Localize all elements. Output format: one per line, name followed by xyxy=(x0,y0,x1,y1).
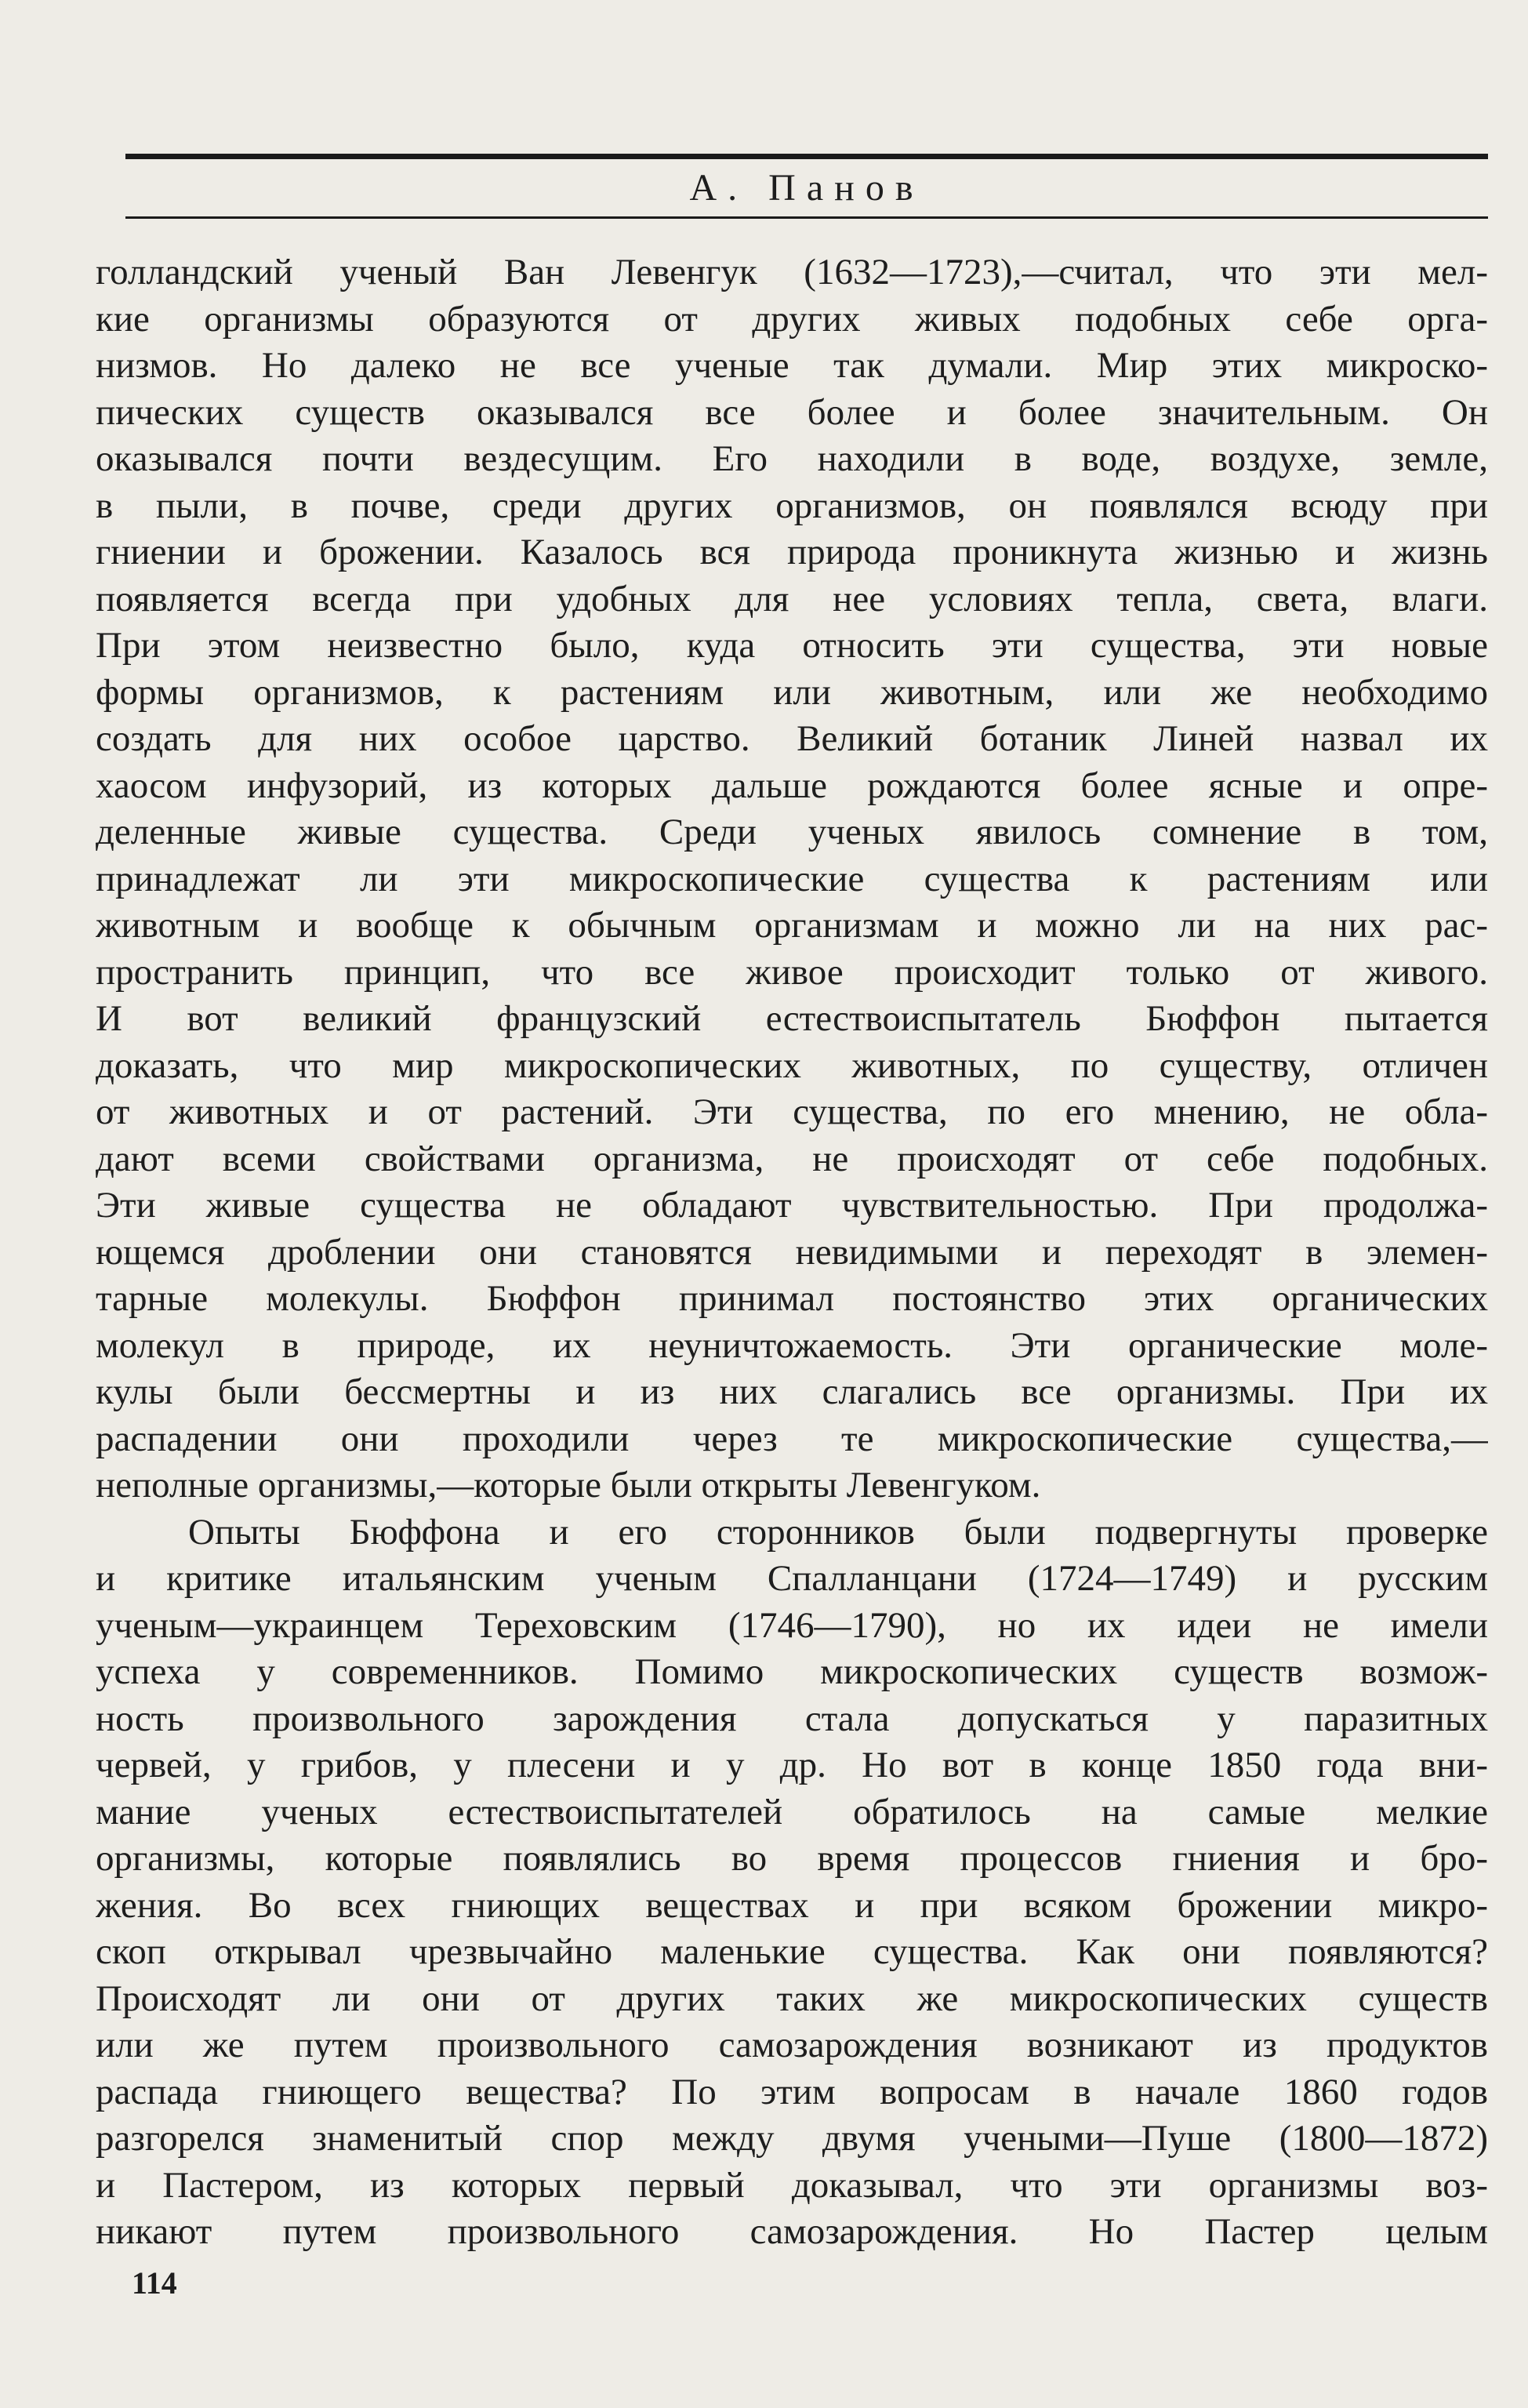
text-line: никают путем произвольного самозарождения. Но Пастер целым xyxy=(96,2211,1488,2252)
text-line: Опыты Бюффона и его сторонников были подвергнуты проверке xyxy=(188,1511,1488,1553)
text-line: кие организмы образуются от других живых подобных себе орга- xyxy=(96,298,1488,340)
text-line: и Пастером, из которых первый доказывал, что эти организмы воз- xyxy=(96,2164,1488,2206)
text-line: червей, у грибов, у плесени и у др. Но вот в конце 1850 года вни- xyxy=(96,1745,1488,1785)
text-line: ность произвольного зарождения стала допускаться у паразитных xyxy=(96,1698,1488,1739)
text-line: организмы, которые появлялись во время процессов гниения и бро- xyxy=(96,1838,1488,1879)
header-rule-bottom xyxy=(125,216,1488,219)
text-line: доказать, что мир микроскопических животных, по существу, отличен xyxy=(96,1044,1488,1086)
text-line: пических существ оказывался все более и более значительным. Он xyxy=(96,391,1488,433)
text-line: низмов. Но далеко не все ученые так думали. Мир этих микроско- xyxy=(96,345,1488,386)
body-text xyxy=(96,249,1488,2256)
text-line: разгорелся знаменитый спор между двумя учеными—Пуше (1800—1872) xyxy=(96,2118,1488,2159)
text-line: При этом неизвестно было, куда относить эти существа, эти новые xyxy=(96,625,1488,666)
text-line: распадении они проходили через те микроскопические существа,— xyxy=(96,1418,1488,1459)
text-line: И вот великий французский естествоиспытатель Бюффон пытается xyxy=(96,998,1488,1039)
text-line: деленные живые существа. Среди ученых явилось сомнение в том, xyxy=(96,812,1488,852)
text-line: гниении и брожении. Казалось вся природа проникнута жизнью и жизнь xyxy=(96,532,1488,572)
text-line: животным и вообще к обычным организмам и можно ли на них рас- xyxy=(96,905,1488,946)
text-line: появляется всегда при удобных для нее условиях тепла, света, влаги. xyxy=(96,578,1488,619)
text-line: тарные молекулы. Бюффон принимал постоянство этих органических xyxy=(96,1278,1488,1319)
paragraph-2 xyxy=(96,1509,1488,2256)
text-line: формы организмов, к растениям или животным, или же необходимо xyxy=(96,671,1488,713)
text-line: или же путем произвольного самозарождения возникают из продуктов xyxy=(96,2025,1488,2065)
text-line: скоп открывал чрезвычайно маленькие существа. Как они появляются? xyxy=(96,1931,1488,1972)
text-line: распада гниющего вещества? По этим вопросам в начале 1860 годов xyxy=(96,2071,1488,2112)
header-rule-top xyxy=(125,154,1488,159)
page-number: 114 xyxy=(132,2265,177,2301)
text-line: Происходят ли они от других таких же микроскопических существ xyxy=(96,1978,1488,2019)
text-line: успеха у современников. Помимо микроскопических существ возмож- xyxy=(96,1651,1488,1692)
text-line: Эти живые существа не обладают чувствительностью. При продолжа- xyxy=(96,1185,1488,1226)
text-line: в пыли, в почве, среди других организмов, он появлялся всюду при xyxy=(96,485,1488,526)
text-line: пространить принцип, что все живое происходит только от живого. xyxy=(96,951,1488,993)
text-line: создать для них особое царство. Великий ботаник Линей назвал их xyxy=(96,718,1488,759)
text-line: от животных и от растений. Эти существа, по его мнению, не обла- xyxy=(96,1091,1488,1132)
text-line: и критике итальянским ученым Спалланцани (1724—1749) и русским xyxy=(96,1558,1488,1599)
paragraph-1 xyxy=(96,249,1488,1509)
text-line: кулы были бессмертны и из них слагались все организмы. При их xyxy=(96,1371,1488,1412)
text-line: молекул в природе, их неуничтожаемость. Эти органические моле- xyxy=(96,1324,1488,1366)
running-head: А. Панов xyxy=(689,167,924,209)
text-line: хаосом инфузорий, из которых дальше рождаются более ясные и опре- xyxy=(96,765,1488,806)
text-line: принадлежат ли эти микроскопические существа к растениям или xyxy=(96,858,1488,899)
text-line: дают всеми свойствами организма, не происходят от себе подобных. xyxy=(96,1138,1488,1179)
text-line: неполные организмы,—которые были открыты Левенгуком. xyxy=(96,1465,1041,1505)
text-line: мание ученых естествоиспытателей обратилось на самые мелкие xyxy=(96,1791,1488,1832)
text-line: жения. Во всех гниющих веществах и при всяком брожении микро- xyxy=(96,1884,1488,1926)
text-line: голландский ученый Ван Левенгук (1632—1723),—считал, что эти мел- xyxy=(96,252,1488,292)
text-line: ющемся дроблении они становятся невидимыми и переходят в элемен- xyxy=(96,1231,1488,1273)
text-line: оказывался почти вездесущим. Его находили в воде, воздухе, земле, xyxy=(96,438,1488,479)
text-line: ученым—украинцем Тереховским (1746—1790), но их идеи не имели xyxy=(96,1604,1488,1646)
